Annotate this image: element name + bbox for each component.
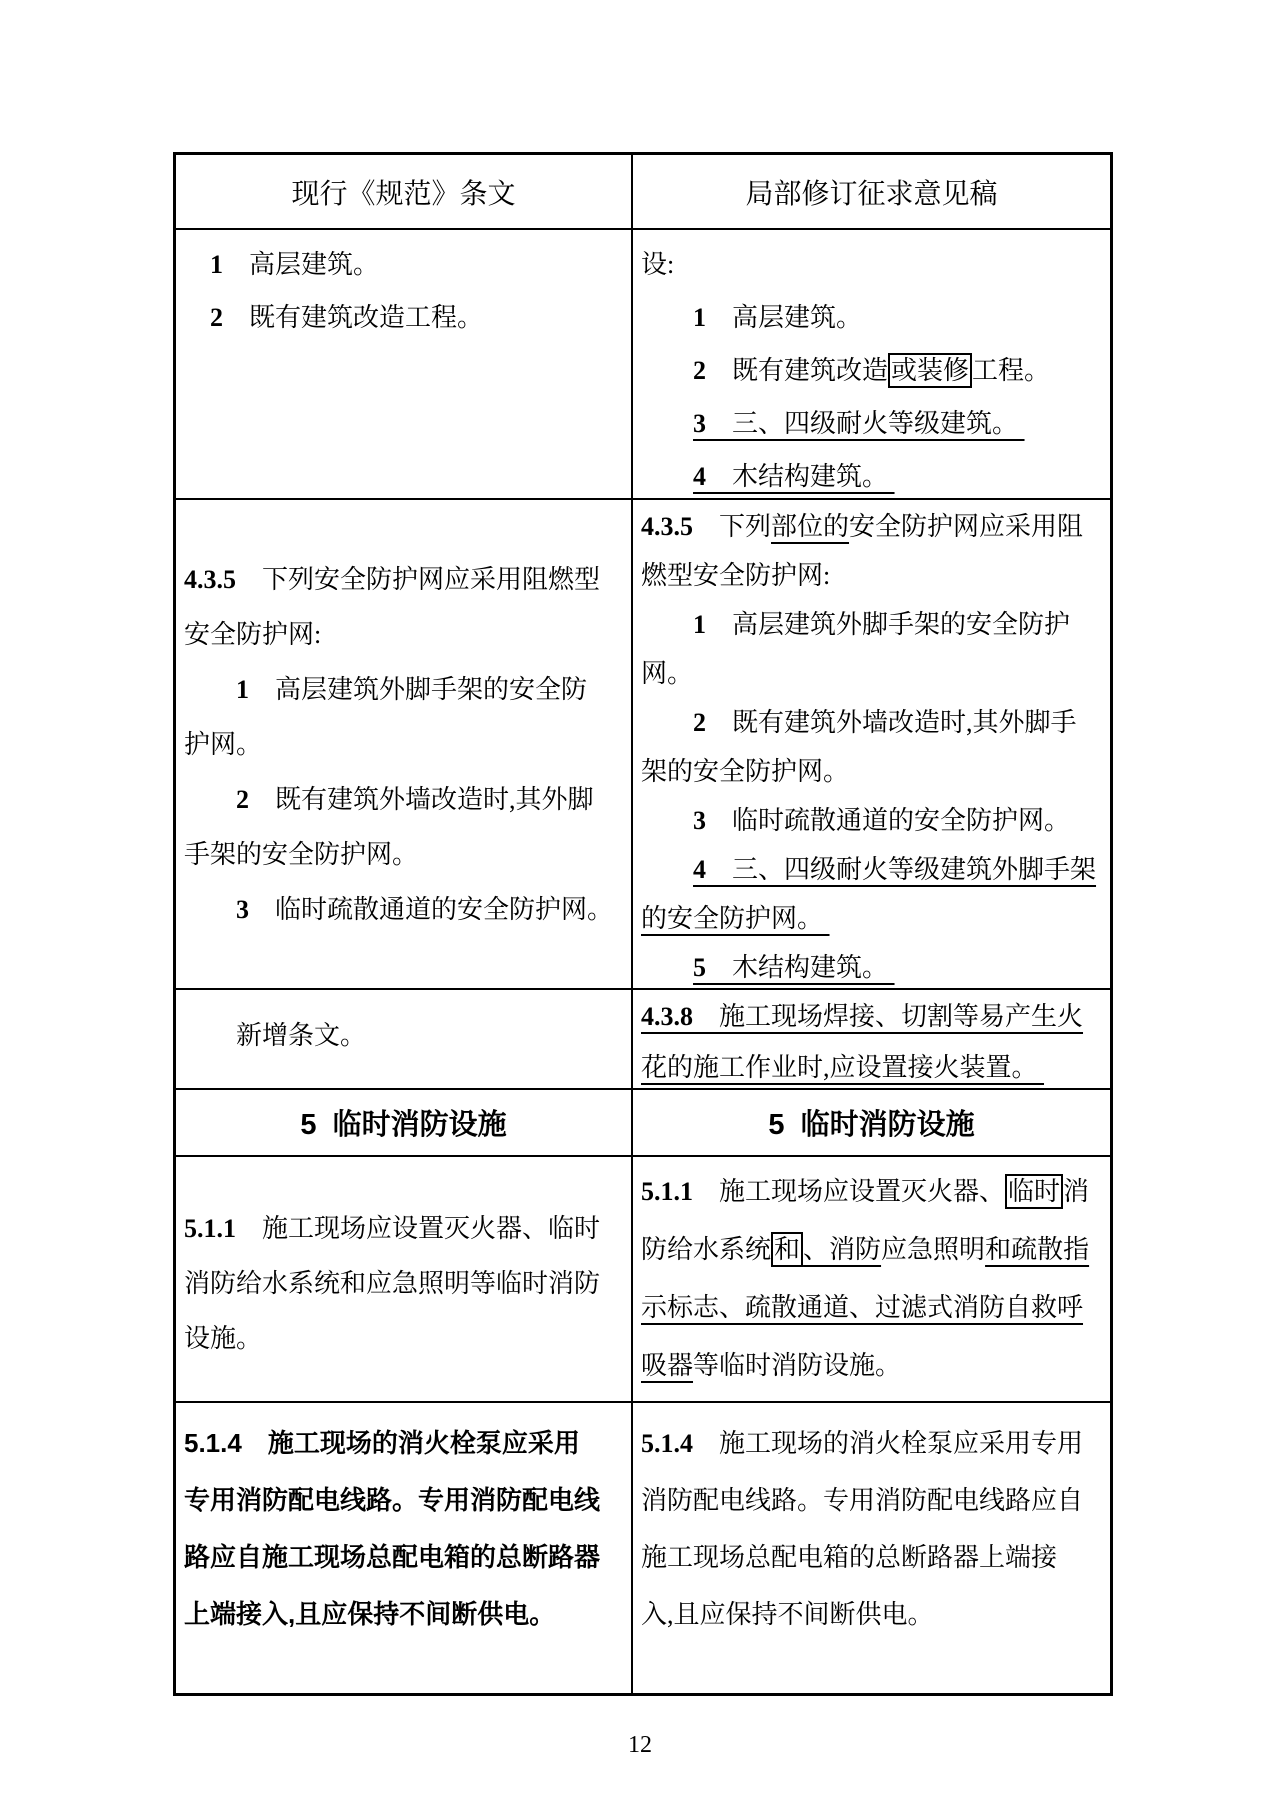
text-segment: 1 (693, 610, 707, 639)
text-segment: 1 (210, 250, 224, 279)
text-line (641, 1529, 1102, 1586)
text-segment: 防给水系统 (641, 1235, 772, 1264)
text-segment (641, 610, 693, 639)
cell-r3-current-new-clause (176, 988, 631, 1088)
text-segment: 既有建筑改造 (706, 356, 889, 385)
text-line (184, 1586, 623, 1643)
text-segment: 4 (693, 855, 707, 884)
text-line (641, 1472, 1102, 1529)
text-segment: 木结构建筑。 (706, 953, 895, 982)
text-line (184, 1472, 623, 1529)
text-segment (641, 303, 693, 332)
text-segment: 入,且应保持不间断供电。 (641, 1600, 934, 1629)
text-segment: 2 (210, 303, 224, 332)
text-line (641, 502, 1102, 551)
text-segment: 安全防护网应采用阻 (849, 512, 1084, 541)
text-line (641, 600, 1102, 649)
cell-r2-current-4-3-5 (176, 498, 631, 988)
text-line (641, 1337, 1102, 1395)
text-segment (641, 855, 693, 884)
comparison-table (173, 152, 1113, 1696)
text-segment: 高层建筑外脚手架的安全防护 (706, 610, 1071, 639)
text-segment: 4.3.5 (641, 512, 693, 541)
text-segment: 4.3.5 (184, 565, 236, 594)
text-segment: 1 (693, 303, 707, 332)
text-segment: 5.1.1 (184, 1214, 236, 1243)
text-segment: 5 临时消防设施 (768, 1109, 975, 1141)
text-segment: 3 (693, 409, 707, 438)
text-line (641, 796, 1102, 845)
text-segment: 或装修 (888, 353, 972, 388)
text-line (184, 662, 623, 717)
text-segment: 三、四级耐火等级建筑。 (706, 409, 1025, 438)
text-segment: 安全防护网: (184, 620, 322, 649)
cell-r6-revised-5-1-4 (631, 1401, 1110, 1693)
text-line (641, 291, 1102, 344)
text-line (768, 1102, 974, 1143)
text-line (641, 238, 1102, 291)
text-segment: 应急照明 (881, 1235, 986, 1264)
cell-r1-revised (631, 228, 1110, 498)
text-line (641, 894, 1102, 943)
text-segment: 5.1.1 (641, 1177, 693, 1206)
text-segment: 施工现场应设置灭火器、 (693, 1177, 1006, 1206)
text-segment: 下列安全防护网应采用阻燃型 (236, 565, 601, 594)
text-line (641, 450, 1102, 498)
text-line (184, 607, 623, 662)
text-segment: 施工现场总配电箱的总断路器上端接 (641, 1543, 1058, 1572)
text-segment: 4.3.8 (641, 1002, 693, 1031)
text-line (641, 991, 1102, 1042)
text-segment: 示标志、疏散通道、过滤式消防自救呼 (641, 1293, 1084, 1322)
header-revision-label: 局部修订征求意见稿 (745, 178, 998, 210)
text-line (184, 238, 623, 291)
text-segment: 高层建筑。 (223, 250, 380, 279)
text-segment: 4 (693, 462, 707, 491)
text-segment: 网。 (641, 659, 694, 688)
cell-r2-revised-4-3-5 (631, 498, 1110, 988)
text-segment (641, 708, 693, 737)
text-segment: 手架的安全防护网。 (184, 840, 419, 869)
text-line (641, 397, 1102, 450)
text-line (641, 943, 1102, 988)
text-segment: 工程。 (972, 356, 1051, 385)
text-segment: 和 (771, 1232, 803, 1267)
text-line (184, 772, 623, 827)
text-segment: 高层建筑。 (706, 303, 863, 332)
text-segment: 既有建筑外墙改造时,其外脚手 (706, 708, 1077, 737)
text-segment: 既有建筑外墙改造时,其外脚 (249, 785, 594, 814)
text-segment: 下列 (693, 512, 772, 541)
text-line (184, 882, 623, 937)
text-segment: 设施。 (184, 1324, 263, 1353)
page-number: 12 (628, 1732, 652, 1758)
text-segment: 施工现场应设置灭火器、临时 (236, 1214, 601, 1243)
text-line (641, 344, 1102, 397)
text-segment: 新增条文。 (184, 1021, 367, 1050)
text-segment: 消防给水系统和应急照明等临时消防 (184, 1269, 601, 1298)
text-segment: 专用消防配电线路。专用消防配电线 (184, 1485, 601, 1515)
text-line (184, 552, 623, 607)
text-segment: 施工现场焊接、切割等易产生火 (693, 1002, 1084, 1031)
text-line (184, 827, 623, 882)
text-segment (184, 895, 236, 924)
cell-r4-current-section-heading (176, 1088, 631, 1155)
text-segment: 三、四级耐火等级建筑外脚手架 (706, 855, 1097, 884)
text-line (641, 747, 1102, 796)
text-segment (184, 675, 236, 704)
text-line (641, 845, 1102, 894)
text-segment (641, 806, 693, 835)
text-segment (641, 409, 693, 438)
text-segment (641, 953, 693, 982)
cell-r5-current-5-1-1 (176, 1155, 631, 1401)
text-line (184, 1311, 623, 1366)
text-segment: 施工现场的消火栓泵应采用专用 (693, 1429, 1084, 1458)
text-line (641, 1415, 1102, 1472)
text-segment: 架的安全防护网。 (641, 757, 850, 786)
text-segment: 临时疏散通道的安全防护网。 (706, 806, 1071, 835)
text-segment: 消防配电线路。专用消防配电线路应自 (641, 1486, 1084, 1515)
text-segment (184, 303, 210, 332)
text-line (184, 717, 623, 772)
cell-r4-revised-section-heading (631, 1088, 1110, 1155)
text-segment: 2 (236, 785, 250, 814)
text-segment (641, 356, 693, 385)
cell-r5-revised-5-1-1 (631, 1155, 1110, 1401)
text-line (184, 1256, 623, 1311)
text-segment: 上端接入,且应保持不间断供电。 (184, 1599, 556, 1629)
text-segment: 部位的 (771, 512, 850, 541)
text-segment: 等临时消防设施。 (693, 1351, 902, 1380)
text-line (641, 1586, 1102, 1643)
text-segment: 3 (693, 806, 707, 835)
text-segment: 燃型安全防护网: (641, 561, 831, 590)
text-line (641, 649, 1102, 698)
text-segment: 木结构建筑。 (706, 462, 895, 491)
text-line (184, 1529, 623, 1586)
text-segment: 既有建筑改造工程。 (223, 303, 484, 332)
text-segment: 和疏散指 (985, 1235, 1090, 1264)
text-segment: 5.1.4 (641, 1429, 693, 1458)
text-line (184, 1415, 623, 1472)
text-line (184, 291, 623, 344)
text-line (184, 1010, 623, 1062)
text-segment: 1 (236, 675, 250, 704)
text-segment: 花的施工作业时,应设置接火装置。 (641, 1053, 1045, 1082)
text-segment: 设: (641, 250, 675, 279)
text-segment: 施工现场的消火栓泵应采用 (241, 1428, 580, 1458)
text-segment: 护网。 (184, 730, 263, 759)
header-revision-draft (631, 155, 1110, 228)
cell-r6-current-5-1-4 (176, 1401, 631, 1693)
text-segment: 2 (693, 708, 707, 737)
text-segment: 3 (236, 895, 250, 924)
cell-r3-revised-4-3-8 (631, 988, 1110, 1088)
text-segment: 路应自施工现场总配电箱的总断路器 (184, 1542, 601, 1572)
text-segment: 消 (1063, 1177, 1090, 1206)
text-line (641, 1221, 1102, 1279)
cell-r1-current (176, 228, 631, 498)
text-line (184, 1201, 623, 1256)
text-segment (184, 785, 236, 814)
text-segment: 5 临时消防设施 (300, 1109, 507, 1141)
text-line (641, 1042, 1102, 1088)
text-line (641, 1279, 1102, 1337)
text-segment: 临时疏散通道的安全防护网。 (249, 895, 614, 924)
text-segment: 2 (693, 356, 707, 385)
header-current-provisions (176, 155, 631, 228)
header-current-label: 现行《规范》条文 (291, 178, 516, 210)
text-line (641, 551, 1102, 600)
text-segment: 5 (693, 953, 707, 982)
text-segment: 5.1.4 (184, 1428, 242, 1458)
text-line (641, 1163, 1102, 1221)
text-segment: 高层建筑外脚手架的安全防 (249, 675, 588, 704)
text-segment: 、消防 (803, 1235, 882, 1264)
text-segment (184, 250, 210, 279)
text-line (300, 1102, 506, 1143)
text-segment: 临时 (1005, 1174, 1063, 1209)
text-segment: 吸器 (641, 1351, 694, 1380)
text-segment: 的安全防护网。 (641, 904, 830, 933)
text-line (641, 698, 1102, 747)
text-segment (641, 462, 693, 491)
